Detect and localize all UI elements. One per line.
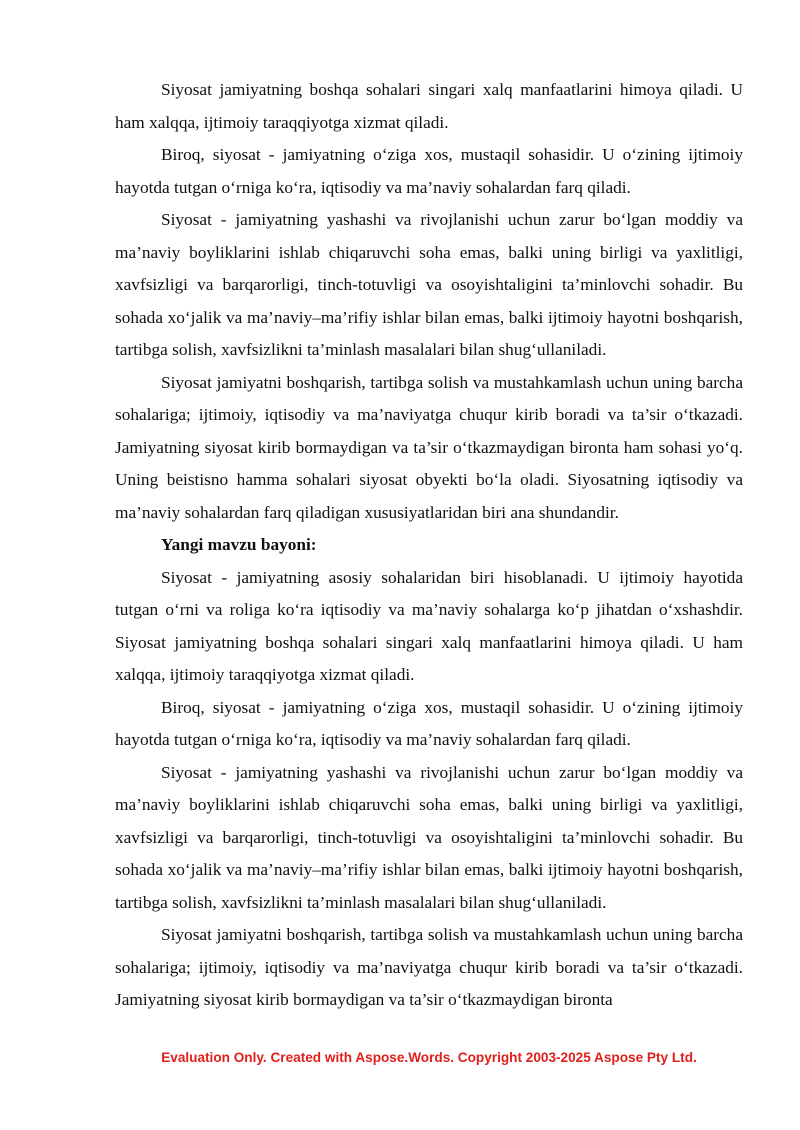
paragraph: Siyosat - jamiyatning yashashi va rivojlanishi uchun zarur bo‘lgan moddiy va ma’naviy boyliklarini ishlab chiqaruvchi soha emas, balki uning birligi va yaxlitligi, xavfsizligi va barqarorligi, tinch-totuvligi va osoyishtaligini ta’minlovchi sohadir. Bu sohada xo‘jalik va ma’naviy–ma’rifiy ishlar bilan emas, balki ijtimoiy hayotni boshqarish, tartibga solish, xavfsizlikni ta’minlash masalalari bilan shug‘ullaniladi. bbox=[115, 210, 743, 359]
paragraph: Siyosat - jamiyatning yashashi va rivojlanishi uchun zarur bo‘lgan moddiy va ma’naviy boyliklarini ishlab chiqaruvchi soha emas, balki uning birligi va yaxlitligi, xavfsizligi va barqarorligi, tinch-totuvligi va osoyishtaligini ta’minlovchi sohadir. Bu sohada xo‘jalik va ma’naviy–ma’rifiy ishlar bilan emas, balki ijtimoiy hayotni boshqarish, tartibga solish, xavfsizlikni ta’minlash masalalari bilan shug‘ullaniladi. bbox=[115, 762, 743, 912]
section-heading: Yangi mavzu bayoni: bbox=[161, 535, 317, 554]
paragraph: Biroq, siyosat - jamiyatning o‘ziga xos, mustaqil sohasidir. U o‘zining ijtimoiy hayotda tutgan o‘rniga ko‘ra, iqtisodiy va ma’naviy sohalardan farq qiladi. bbox=[115, 697, 743, 749]
paragraph: Siyosat jamiyatni boshqarish, tartibga solish va mustahkamlash uchun uning barcha sohalariga; ijtimoiy, iqtisodiy va ma’naviyatga chuqur kirib boradi va ta’sir o‘tkazadi. Jamiyatning siyosat kirib bormaydigan va ta’sir o‘tkazmaydigan bironta bbox=[115, 925, 743, 1009]
body-text bbox=[115, 74, 743, 1017]
paragraph: Siyosat - jamiyatning asosiy sohalaridan biri hisoblanadi. U ijtimoiy hayotida tutgan o‘rni va roliga ko‘ra iqtisodiy va ma’naviy sohalarga ko‘p jihatdan o‘xshashdir. Siyosat jamiyatning boshqa sohalari singari xalq manfaatlarini himoya qiladi. U ham xalqqa, ijtimoiy taraqqiyotga xizmat qiladi. bbox=[115, 567, 743, 684]
evaluation-watermark-footer: Evaluation Only. Created with Aspose.Words. Copyright 2003-2025 Aspose Pty Ltd. bbox=[161, 1050, 697, 1065]
paragraph: Siyosat jamiyatning boshqa sohalari singari xalq manfaatlarini himoya qiladi. U ham xalqqa, ijtimoiy taraqqiyotga xizmat qiladi. bbox=[115, 80, 743, 132]
paragraph: Biroq, siyosat - jamiyatning o‘ziga xos, mustaqil sohasidir. U o‘zining ijtimoiy hayotda tutgan o‘rniga ko‘ra, iqtisodiy va ma’naviy sohalardan farq qiladi. bbox=[115, 145, 743, 197]
paragraph: Siyosat jamiyatni boshqarish, tartibga solish va mustahkamlash uchun uning barcha sohalariga; ijtimoiy, iqtisodiy va ma’naviyatga chuqur kirib boradi va ta’sir o‘tkazadi. Jamiyatning siyosat kirib bormaydigan va ta’sir o‘tkazmaydigan bironta ham sohasi yo‘q. Uning beistisno hamma sohalari siyosat obyekti bo‘la oladi. Siyosatning iqtisodiy va ma’naviy sohalardan farq qiladigan xususiyatlaridan biri ana shundandir. bbox=[115, 372, 743, 522]
